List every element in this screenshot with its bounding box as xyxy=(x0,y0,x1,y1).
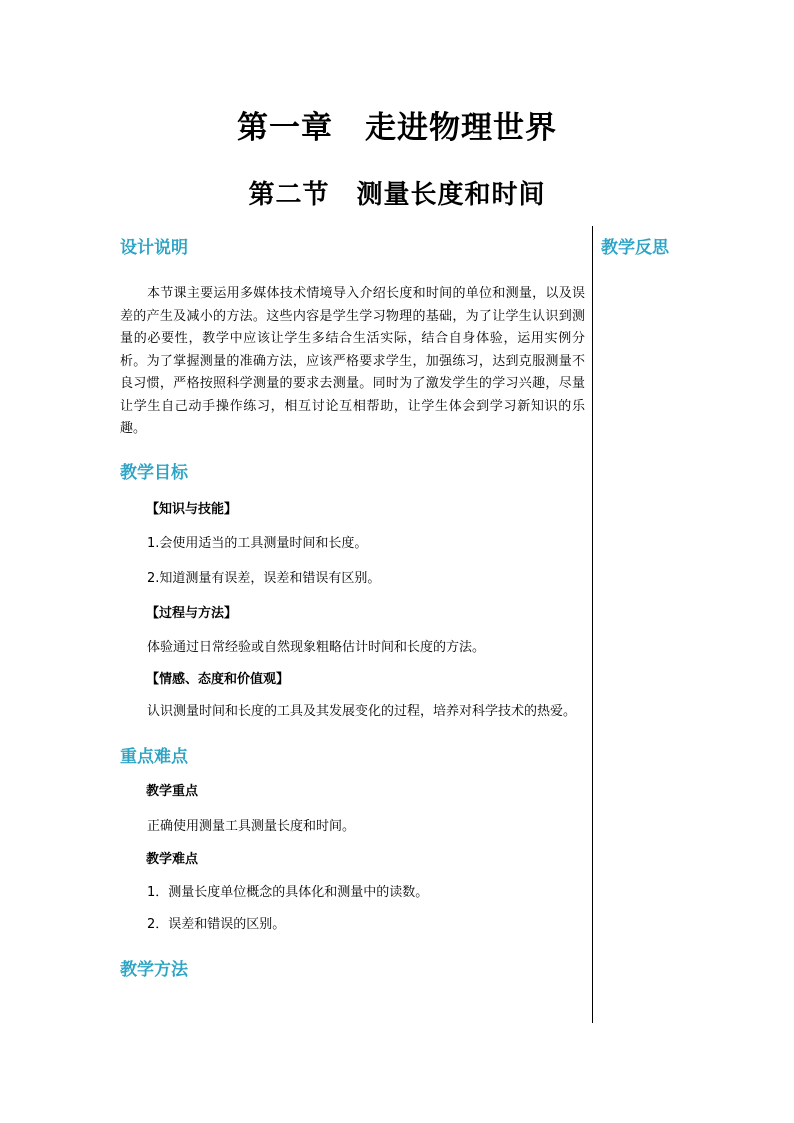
main-column xyxy=(120,236,585,982)
difficulty-item-1: 1．测量长度单位概念的具体化和测量中的读数。 xyxy=(147,884,429,900)
focus-text: 正确使用测量工具测量长度和时间。 xyxy=(147,818,356,834)
emotion-text: 认识测量时间和长度的工具及其发展变化的过程，培养对科学技术的热爱。 xyxy=(147,703,577,719)
design-heading: 设计说明 xyxy=(120,238,188,258)
section-title: 第二节 测量长度和时间 xyxy=(248,180,546,210)
reflection-heading: 教学反思 xyxy=(601,238,669,258)
design-paragraph: 本节课主要运用多媒体技术情境导入介绍长度和时间的单位和测量，以及误差的产生及减小的方法。这些内容是学生学习物理的基础，为了让学生认识到测量的必要性，教学中应该让学生多结合生活实际，结合自身体验，运用实例分析。为了掌握测量的准确方法，应该严格要求学生，加强练习，达到克服测量不良习惯，严格按照科学测量的要求去测量。同时为了激发学生的学习兴趣，尽量让学生自己动手操作练习，相互讨论互相帮助，让学生体会到学习新知识的乐趣。 xyxy=(120,286,585,436)
side-column xyxy=(601,236,741,260)
focus-label: 教学重点 xyxy=(146,783,199,799)
methods-heading: 教学方法 xyxy=(120,959,188,980)
knowledge-item-1: 1.会使用适当的工具测量时间和长度。 xyxy=(147,535,368,551)
objectives-heading: 教学目标 xyxy=(120,462,188,483)
difficulty-item-2: 2．误差和错误的区别。 xyxy=(147,916,286,932)
key-points-heading: 重点难点 xyxy=(120,746,188,767)
process-label: 【过程与方法】 xyxy=(146,605,238,621)
knowledge-item-2: 2.知道测量有误差，误差和错误有区别。 xyxy=(147,570,381,586)
knowledge-label: 【知识与技能】 xyxy=(146,501,238,517)
column-divider xyxy=(592,226,593,1023)
difficulty-label: 教学难点 xyxy=(146,851,199,867)
emotion-label: 【情感、态度和价值观】 xyxy=(146,671,290,687)
chapter-title: 第一章 走进物理世界 xyxy=(237,110,557,146)
process-text: 体验通过日常经验或自然现象粗略估计时间和长度的方法。 xyxy=(147,639,486,655)
